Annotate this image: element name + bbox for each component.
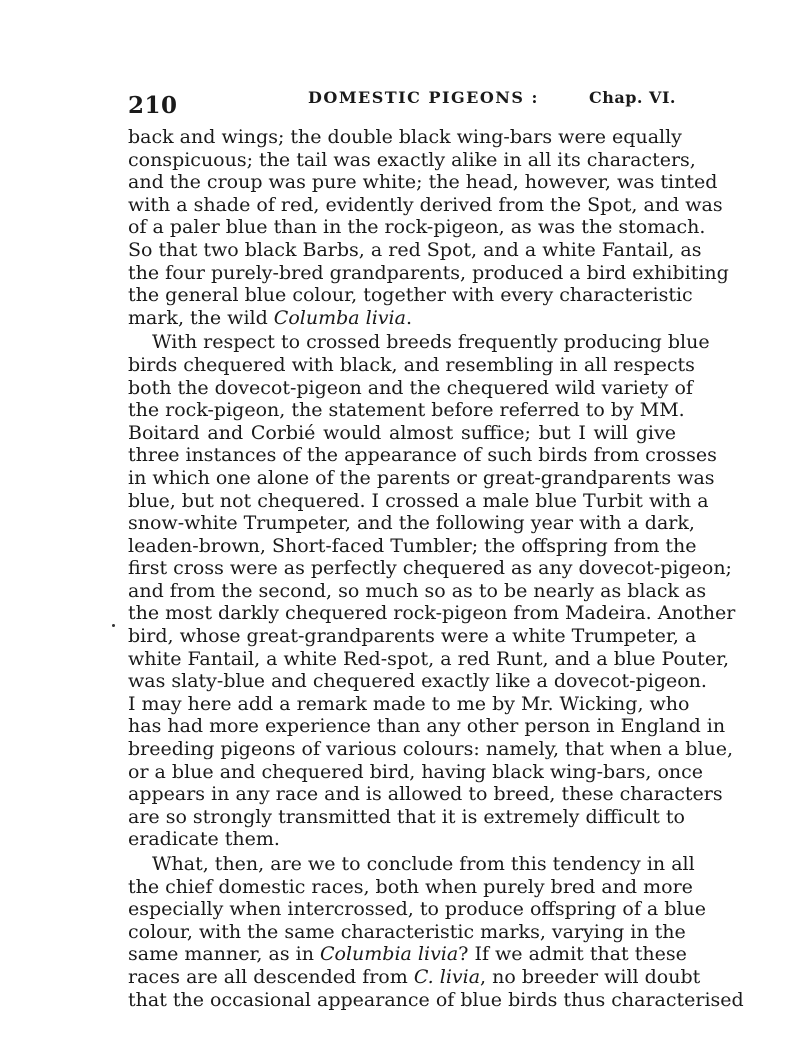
text-line: three instances of the appearance of such birds from crosses bbox=[128, 444, 717, 467]
chapter-reference: Chap. VI. bbox=[588, 88, 676, 107]
text-line: of a paler blue than in the rock-pigeon, as was the stomach. bbox=[128, 216, 706, 239]
running-title: DOMESTIC PIGEONS : bbox=[308, 88, 539, 107]
text-line: So that two black Barbs, a red Spot, and a white Fantail, as bbox=[128, 238, 702, 261]
paragraph bbox=[128, 331, 736, 851]
text-line: are so strongly transmitted that it is extremely difficult to bbox=[128, 805, 685, 828]
text-line: mark, the wild Columba livia. bbox=[128, 306, 412, 329]
page-number: 210 bbox=[128, 92, 178, 119]
paragraph bbox=[128, 126, 729, 329]
text-line: and the croup was pure white; the head, however, was tinted bbox=[128, 171, 718, 194]
text-line: has had more experience than any other person in England in bbox=[128, 715, 726, 738]
text-line: back and wings; the double black wing-bars were equally bbox=[128, 126, 682, 148]
text-line: both the dovecot-pigeon and the chequered wild variety of bbox=[128, 376, 693, 399]
text-line: same manner, as in Columbia livia? If we admit that these bbox=[128, 943, 687, 966]
text-line: or a blue and chequered bird, having black wing-bars, once bbox=[128, 760, 704, 783]
paragraph bbox=[128, 853, 744, 1011]
text-line: I may here add a remark made to me by Mr. Wicking, who bbox=[128, 692, 690, 715]
text-line: that the occasional appearance of blue birds thus characterised bbox=[128, 988, 744, 1011]
text-line: in which one alone of the parents or great-grandparents was bbox=[128, 466, 715, 489]
text-line: colour, with the same characteristic marks, varying in the bbox=[128, 920, 686, 943]
text-line: the general blue colour, together with every characteristic bbox=[128, 284, 693, 307]
text-line: and from the second, so much so as to be nearly as black as bbox=[128, 579, 707, 602]
text-line: conspicuous; the tail was exactly alike in all its characters, bbox=[128, 148, 696, 171]
text-line: was slaty-blue and chequered exactly like a dovecot-pigeon. bbox=[128, 670, 707, 693]
text-line: Boitard and Corbié would almost suffice; but I will give bbox=[128, 421, 676, 444]
text-line: eradicate them. bbox=[128, 828, 280, 851]
text-line: races are all descended from C. livia, no breeder will doubt bbox=[128, 965, 701, 988]
text-line: blue, but not chequered. I crossed a male blue Turbit with a bbox=[128, 489, 709, 512]
text-line: the rock-pigeon, the statement before referred to by MM. bbox=[128, 399, 685, 422]
text-line: snow-white Trumpeter, and the following year with a dark, bbox=[128, 512, 695, 535]
text-line: the four purely-bred grandparents, produced a bird exhibiting bbox=[128, 261, 729, 284]
text-line: breeding pigeons of various colours: namely, that when a blue, bbox=[128, 738, 734, 761]
stray-ink-mark bbox=[112, 624, 115, 627]
running-head bbox=[128, 86, 676, 120]
text-line: bird, whose great-grandparents were a white Trumpeter, a bbox=[128, 625, 697, 648]
text-line: first cross were as perfectly chequered as any dovecot-pigeon; bbox=[128, 557, 732, 580]
text-line: leaden-brown, Short-faced Tumbler; the offspring from the bbox=[128, 534, 697, 557]
text-line: the most darkly chequered rock-pigeon from Madeira. Another bbox=[128, 602, 736, 625]
text-line: What, then, are we to conclude from this tendency in all bbox=[152, 853, 695, 875]
text-line: birds chequered with black, and resembling in all respects bbox=[128, 353, 695, 376]
text-line: with a shade of red, evidently derived from the Spot, and was bbox=[128, 193, 723, 216]
body-text bbox=[128, 126, 744, 1011]
text-line: the chief domestic races, both when purely bred and more bbox=[128, 875, 693, 898]
text-line: especially when intercrossed, to produce offspring of a blue bbox=[128, 898, 706, 921]
text-line: With respect to crossed breeds frequently producing blue bbox=[152, 331, 710, 354]
text-line: white Fantail, a white Red-spot, a red Runt, and a blue Pouter, bbox=[128, 647, 730, 670]
text-line: appears in any race and is allowed to breed, these characters bbox=[128, 783, 723, 806]
